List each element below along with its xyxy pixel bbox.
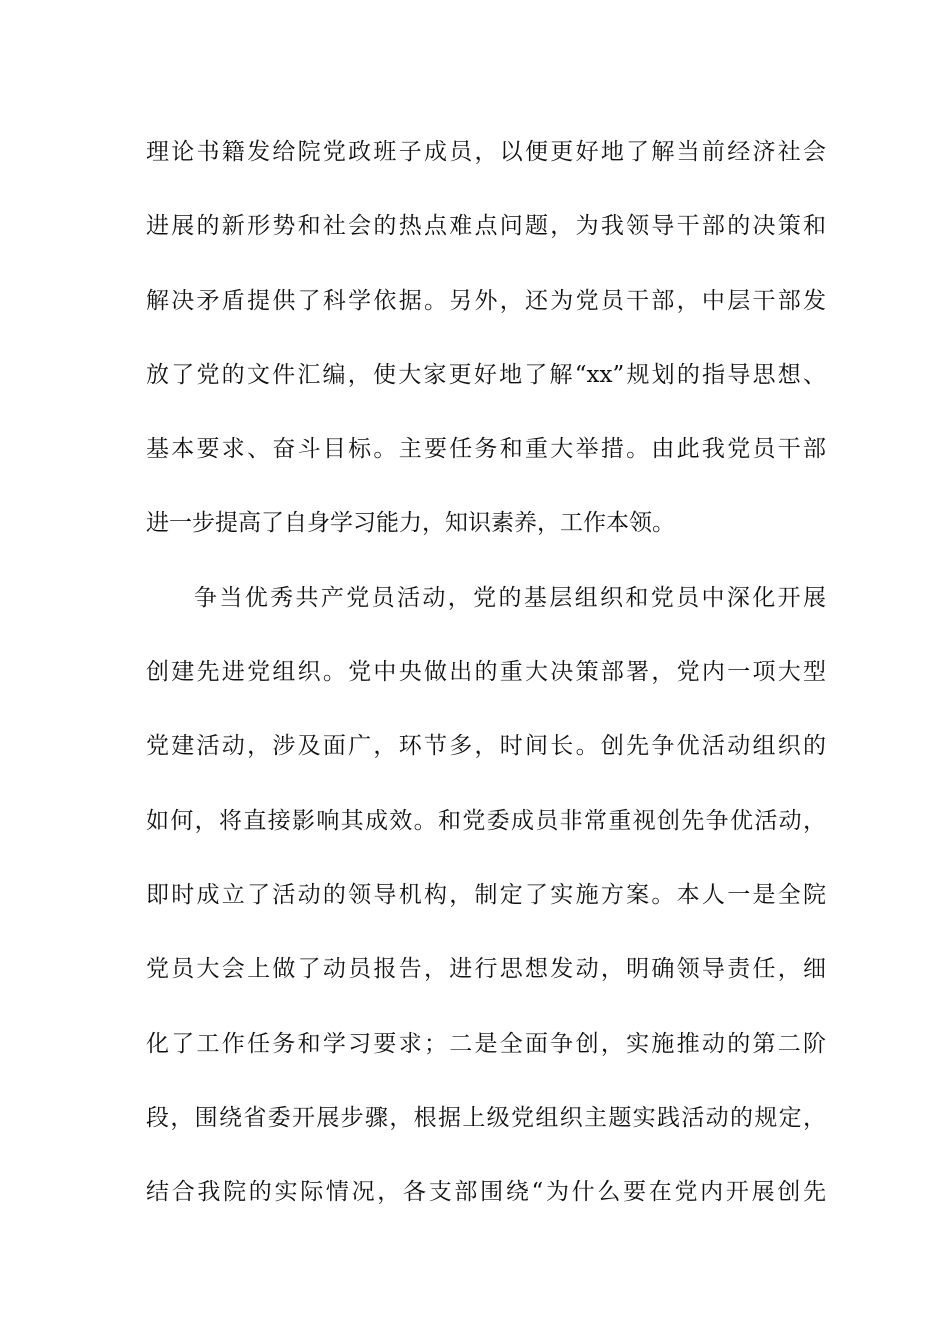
text-line: 即时成立了活动的领导机构，制定了实施方案。本人一是全院 <box>146 881 826 908</box>
document-body <box>146 130 826 1244</box>
text-line: 段，围绕省委开展步骤，根据上级党组织主题实践活动的规定， <box>146 1104 826 1131</box>
text-line: 创建先进党组织。党中央做出的重大决策部署，党内一项大型 <box>146 659 826 686</box>
text-line: 结合我院的实际情况，各支部围绕“为什么要在党内开展创先 <box>146 1179 826 1206</box>
text-line: 化了工作任务和学习要求；二是全面争创，实施推动的第二阶 <box>146 1030 826 1057</box>
text-line: 党建活动，涉及面广，环节多，时间长。创先争优活动组织的 <box>146 733 826 760</box>
text-line: 党员大会上做了动员报告，进行思想发动，明确领导责任，细 <box>146 956 826 983</box>
text-line: 争当优秀共产党员活动，党的基层组织和党员中深化开展 <box>194 584 826 611</box>
text-line: 解决矛盾提供了科学依据。另外，还为党员干部，中层干部发 <box>146 287 826 314</box>
text-line: 如何，将直接影响其成效。和党委成员非常重视创先争优活动， <box>146 807 826 834</box>
text-line: 进一步提高了自身学习能力，知识素养，工作本领。 <box>146 510 675 537</box>
text-line: 放了党的文件汇编，使大家更好地了解“xx”规划的指导思想、 <box>146 361 826 388</box>
text-line: 进展的新形势和社会的热点难点问题，为我领导干部的决策和 <box>146 213 826 240</box>
text-line: 基本要求、奋斗目标。主要任务和重大举措。由此我党员干部 <box>146 436 826 463</box>
paragraph-1 <box>146 130 826 576</box>
text-line: 理论书籍发给院党政班子成员，以便更好地了解当前经济社会 <box>146 139 826 165</box>
paragraph-2 <box>146 576 826 1245</box>
